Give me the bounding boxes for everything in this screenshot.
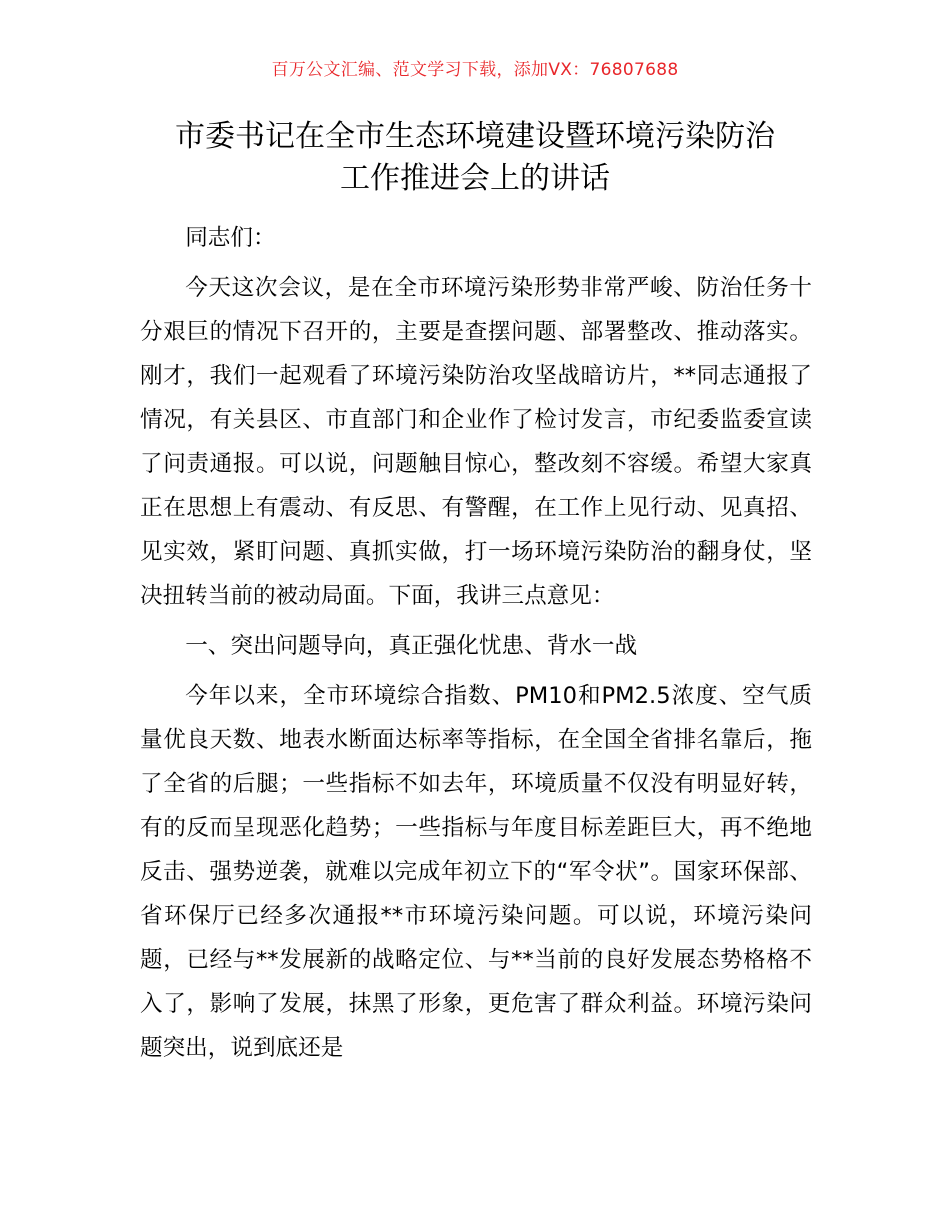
- title-line-2: 工作推进会上的讲话: [340, 161, 610, 196]
- document-title: [100, 116, 850, 200]
- paragraph-opening: 今天这次会议，是在全市环境污染形势非常严峻、防治任务十分艰巨的情况下召开的，主要是查摆问题、部署整改、推动落实。刚才，我们一起观看了环境污染防治攻坚战暗访片，**同志通报了情况，有关县区、市直部门和企业作了检讨发言，市纪委监委宣读了问责通报。可以说，问题触目惊心，整改刻不容缓。希望大家真正在思想上有震动、有反思、有警醒，在工作上见行动、见真招、见实效，紧盯问题、真抓实做，打一场环境污染防治的翻身仗，坚决扭转当前的被动局面。下面，我讲三点意见：: [140, 275, 812, 609]
- document-body: [140, 216, 812, 1070]
- greeting: 同志们：: [185, 225, 276, 251]
- header-promo-note: 百万公文汇编、范文学习下载，添加VX：76807688: [271, 60, 679, 80]
- paragraph-section-1: 今年以来，全市环境综合指数、PM10和PM2.5浓度、空气质量优良天数、地表水断面达标率等指标，在全国全省排名靠后，拖了全省的后腿；一些指标不如去年，环境质量不仅没有明显好转，有的反而呈现恶化趋势；一些指标与年度目标差距巨大，再不绝地反击、强势逆袭，就难以完成年初立下的“军令状”。国家环保部、省环保厅已经多次通报**市环境污染问题。可以说，环境污染问题，已经与**发展新的战略定位、与**当前的良好发展态势格格不入了，影响了发展，抹黑了形象，更危害了群众利益。环境污染问题突出，说到底还是: [140, 683, 812, 1061]
- title-line-1: 市委书记在全市生态环境建设暨环境污染防治: [175, 119, 775, 154]
- section-heading-1: 一、突出问题导向，真正强化忧患、背水一战: [185, 633, 638, 659]
